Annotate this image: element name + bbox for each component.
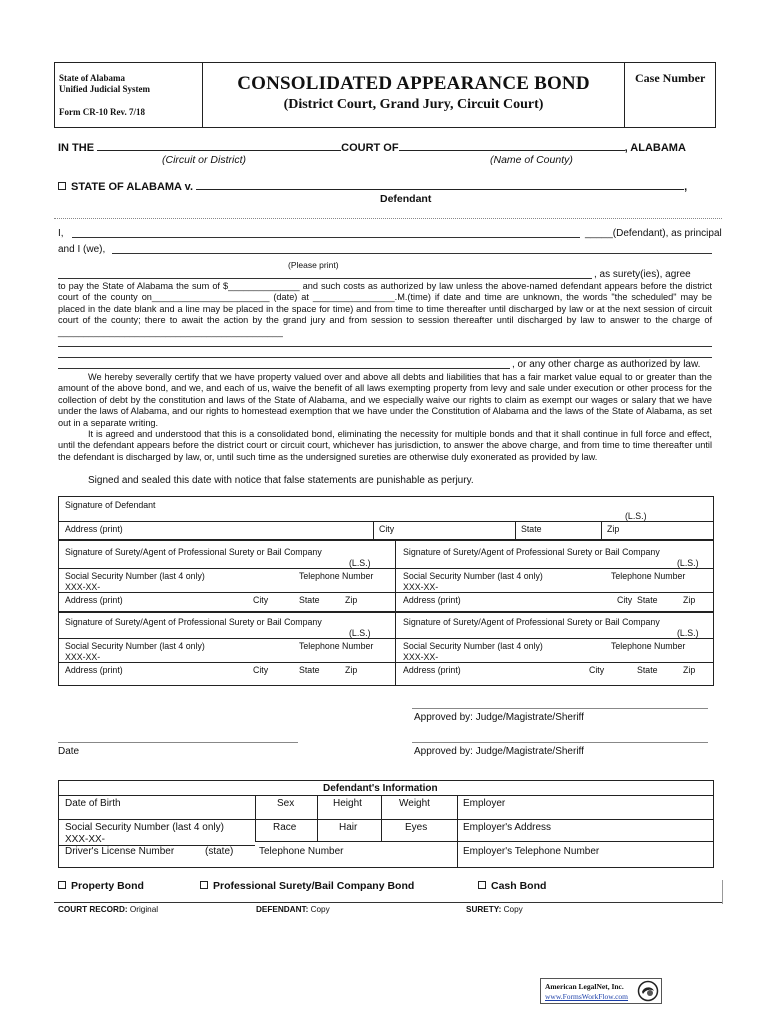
alabama-label: , ALABAMA — [624, 142, 686, 154]
professional-bond-option[interactable] — [200, 880, 414, 892]
defendant-name-field[interactable] — [196, 179, 684, 190]
surety-name-field-1[interactable] — [112, 253, 712, 254]
eyes-label: Eyes — [405, 822, 428, 833]
date-line[interactable] — [58, 742, 298, 743]
surety-copy — [466, 905, 523, 914]
defendant-info-heading: Defendant's Information — [323, 783, 438, 794]
form-number: Form CR-10 Rev. 7/18 — [59, 107, 145, 117]
defendant-copy-value: Copy — [310, 905, 330, 914]
surety3-address-label: Address (print) — [65, 665, 123, 675]
state-v-label: STATE OF ALABAMA v. — [71, 181, 194, 193]
surety3-signature-label: Signature of Surety/Agent of Professional Surety or Bail Company — [65, 617, 322, 627]
case-number-label: Case Number — [635, 71, 706, 85]
surety1-zip-label: Zip — [345, 595, 358, 605]
professional-bond-label: Professional Surety/Bail Company Bond — [213, 880, 415, 892]
cash-bond-checkbox[interactable] — [478, 881, 486, 889]
hair-label: Hair — [339, 822, 358, 833]
surety-copy-value: Copy — [503, 905, 523, 914]
defendant-info-table — [58, 780, 714, 868]
surety4-telephone-label: Telephone Number — [611, 641, 686, 651]
form-header — [54, 62, 716, 128]
court-record-label: COURT RECORD: — [58, 905, 128, 914]
county-field[interactable] — [399, 140, 625, 151]
surety2-zip-label: Zip — [683, 595, 696, 605]
approved-by-label-2: Approved by: Judge/Magistrate/Sheriff — [414, 746, 584, 757]
title-block — [203, 63, 625, 127]
county-name-label: (Name of County) — [490, 154, 573, 166]
surety2-ssn-prefix: XXX-XX- — [403, 582, 439, 592]
surety-agree-label: , as surety(ies), agree — [594, 269, 691, 280]
surety3-ssn-label: Social Security Number (last 4 only) — [65, 641, 205, 651]
judicial-system: Unified Judicial System — [59, 84, 151, 94]
please-print-label: (Please print) — [288, 260, 339, 270]
info-telephone-label: Telephone Number — [259, 846, 344, 857]
obligation-paragraph — [58, 281, 712, 338]
surety2-telephone-label: Telephone Number — [611, 571, 686, 581]
surety4-city-label: City — [589, 665, 605, 675]
state-v-line: STATE OF ALABAMA v. , — [58, 179, 687, 193]
sex-label: Sex — [277, 798, 295, 809]
info-ssn-label: Social Security Number (last 4 only) — [65, 822, 224, 833]
other-charge-label: , or any other charge as authorized by law. — [512, 359, 701, 370]
dob-label: Date of Birth — [65, 798, 121, 809]
surety4-zip-label: Zip — [683, 665, 696, 675]
court-type-field[interactable] — [97, 140, 341, 151]
surety3-ssn-prefix: XXX-XX- — [65, 652, 101, 662]
surety1-city-label: City — [253, 595, 269, 605]
property-bond-checkbox[interactable] — [58, 881, 66, 889]
certification-paragraph — [58, 372, 712, 429]
i-label: I, — [58, 228, 64, 239]
date-label: Date — [58, 746, 80, 757]
cash-bond-option[interactable] — [478, 880, 546, 892]
publisher-url[interactable]: www.FormsWorkFlow.com — [545, 992, 629, 1001]
ls-label: (L.S.) — [625, 511, 647, 521]
dl-label: Driver's License Number — [65, 846, 175, 857]
defendant-zip-label: Zip — [607, 524, 620, 534]
publisher-name: American LegalNet, Inc. — [545, 982, 624, 991]
approval-signature-line-1[interactable] — [412, 708, 708, 709]
divider — [54, 218, 722, 226]
property-bond-option[interactable] — [58, 880, 144, 892]
consolidated-text: It is agreed and understood that this is a consolidated bond, eliminating the necessity for multiple bonds and that it shall continue in full force and effect, until the defendant appears before the district court or circuit court, whichever has jurisdiction, to answer the above charge, and from time to time thereafter until the defendant is discharged by law, or, until such time as the undersigned sureties are otherwise duly exonerated as provided by law. — [58, 429, 712, 462]
surety2-address-label: Address (print) — [403, 595, 461, 605]
surety-copy-label: SURETY: — [466, 905, 502, 914]
signature-defendant-label: Signature of Defendant — [65, 500, 156, 510]
surety3-state-label: State — [299, 665, 320, 675]
employer-phone-label: Employer's Telephone Number — [463, 846, 600, 857]
consolidated-paragraph — [58, 429, 712, 463]
certification-text: We hereby severally certify that we have property valued over and above all debts and liabilities that has a fair market value equal to or greater than the amount of the above bond, and we, and each of us, waive the benefit of all laws exempting property from levy and sale under execution or other process for the collection of debt by the constitution and laws of the State of Alabama, and we especially waive our rights to claim as exempt our wages or salary that we have under the laws of Alabama, and our rights to homestead exemption that we have under the Constitution of Alabama and the laws of the State of Alabama, as set out in a separate writing. — [58, 372, 712, 428]
signature-table — [58, 496, 714, 686]
surety1-telephone-label: Telephone Number — [299, 571, 374, 581]
defendant-city-label: City — [379, 524, 395, 534]
surety4-signature-label: Signature of Surety/Agent of Professional Surety or Bail Company — [403, 617, 660, 627]
state-name: State of Alabama — [59, 73, 125, 83]
weight-label: Weight — [399, 798, 430, 809]
surety2-signature-label: Signature of Surety/Agent of Professional Surety or Bail Company — [403, 547, 660, 557]
surety2-ls: (L.S.) — [677, 558, 699, 568]
surety3-city-label: City — [253, 665, 269, 675]
surety2-state-label: State — [637, 595, 658, 605]
employer-address-label: Employer's Address — [463, 822, 552, 833]
principal-name-field[interactable] — [72, 237, 580, 238]
surety-name-field-2[interactable] — [58, 278, 592, 279]
dl-state-label: (state) — [205, 846, 234, 857]
defendant-state-label: State — [521, 524, 542, 534]
surety3-ls: (L.S.) — [349, 628, 371, 638]
surety1-ssn-prefix: XXX-XX- — [65, 582, 101, 592]
publisher-badge — [540, 978, 662, 1004]
and-i-we-label: and I (we), — [58, 244, 106, 255]
perjury-notice: Signed and sealed this date with notice that false statements are punishable as perjury. — [88, 475, 474, 486]
court-record-value: Original — [129, 905, 159, 914]
surety4-address-label: Address (print) — [403, 665, 461, 675]
surety1-state-label: State — [299, 595, 320, 605]
state-checkbox[interactable] — [58, 182, 66, 190]
surety4-state-label: State — [637, 665, 658, 675]
charge-line-1[interactable] — [58, 346, 712, 347]
charge-line-2[interactable] — [58, 357, 712, 358]
surety4-ssn-label: Social Security Number (last 4 only) — [403, 641, 543, 651]
form-subtitle: (District Court, Grand Jury, Circuit Court) — [283, 97, 544, 112]
surety1-address-label: Address (print) — [65, 595, 123, 605]
surety1-ls: (L.S.) — [349, 558, 371, 568]
publisher-logo-icon — [637, 980, 659, 1002]
case-number-field[interactable] — [625, 63, 715, 127]
info-ssn-prefix: XXX-XX- — [65, 834, 106, 845]
circuit-or-district-label: (Circuit or District) — [162, 154, 246, 166]
surety2-city-label: City — [617, 595, 633, 605]
property-bond-label: Property Bond — [71, 880, 144, 892]
defendant-copy-label: DEFENDANT: — [256, 905, 309, 914]
surety4-ssn-prefix: XXX-XX- — [403, 652, 439, 662]
obligation-text: to pay the State of Alabama the sum of $______________ and such costs as authorized by law unless the above-named defendant appears before the district court of the county on_______________________ (date) at ________________.M.(time) if date and time are unknown, the words "the scheduled" may be placed in the date blank and a line may be placed in the space for time) and from time to time thereafter until discharged by law or at the next session of circuit court of the county; there to await the action by the grand jury and from session to session thereafter until discharged by law to answer to the charge of ____________________________________________ — [58, 281, 712, 337]
approved-by-label-1: Approved by: Judge/Magistrate/Sheriff — [414, 712, 584, 723]
defendant-address-label: Address (print) — [65, 524, 123, 534]
surety4-ls: (L.S.) — [677, 628, 699, 638]
surety1-signature-label: Signature of Surety/Agent of Professional Surety or Bail Company — [65, 547, 322, 557]
surety3-telephone-label: Telephone Number — [299, 641, 374, 651]
cash-bond-label: Cash Bond — [491, 880, 547, 892]
surety2-ssn-label: Social Security Number (last 4 only) — [403, 571, 543, 581]
defendant-label: Defendant — [380, 193, 432, 205]
court-of-label: COURT OF — [341, 142, 399, 154]
form-title: CONSOLIDATED APPEARANCE BOND — [237, 73, 590, 94]
court-line — [58, 140, 686, 154]
surety3-zip-label: Zip — [345, 665, 358, 675]
charge-line-3[interactable] — [58, 368, 510, 369]
height-label: Height — [333, 798, 362, 809]
professional-bond-checkbox[interactable] — [200, 881, 208, 889]
surety1-ssn-label: Social Security Number (last 4 only) — [65, 571, 205, 581]
defendant-principal-label: _____(Defendant), as principal — [585, 228, 722, 239]
approval-signature-line-2[interactable] — [412, 742, 708, 743]
court-record-copy — [58, 905, 158, 914]
defendant-copy — [256, 905, 330, 914]
in-the-label: IN THE — [58, 142, 95, 154]
employer-label: Employer — [463, 798, 506, 809]
issuer-block — [55, 63, 203, 127]
race-label: Race — [273, 822, 297, 833]
